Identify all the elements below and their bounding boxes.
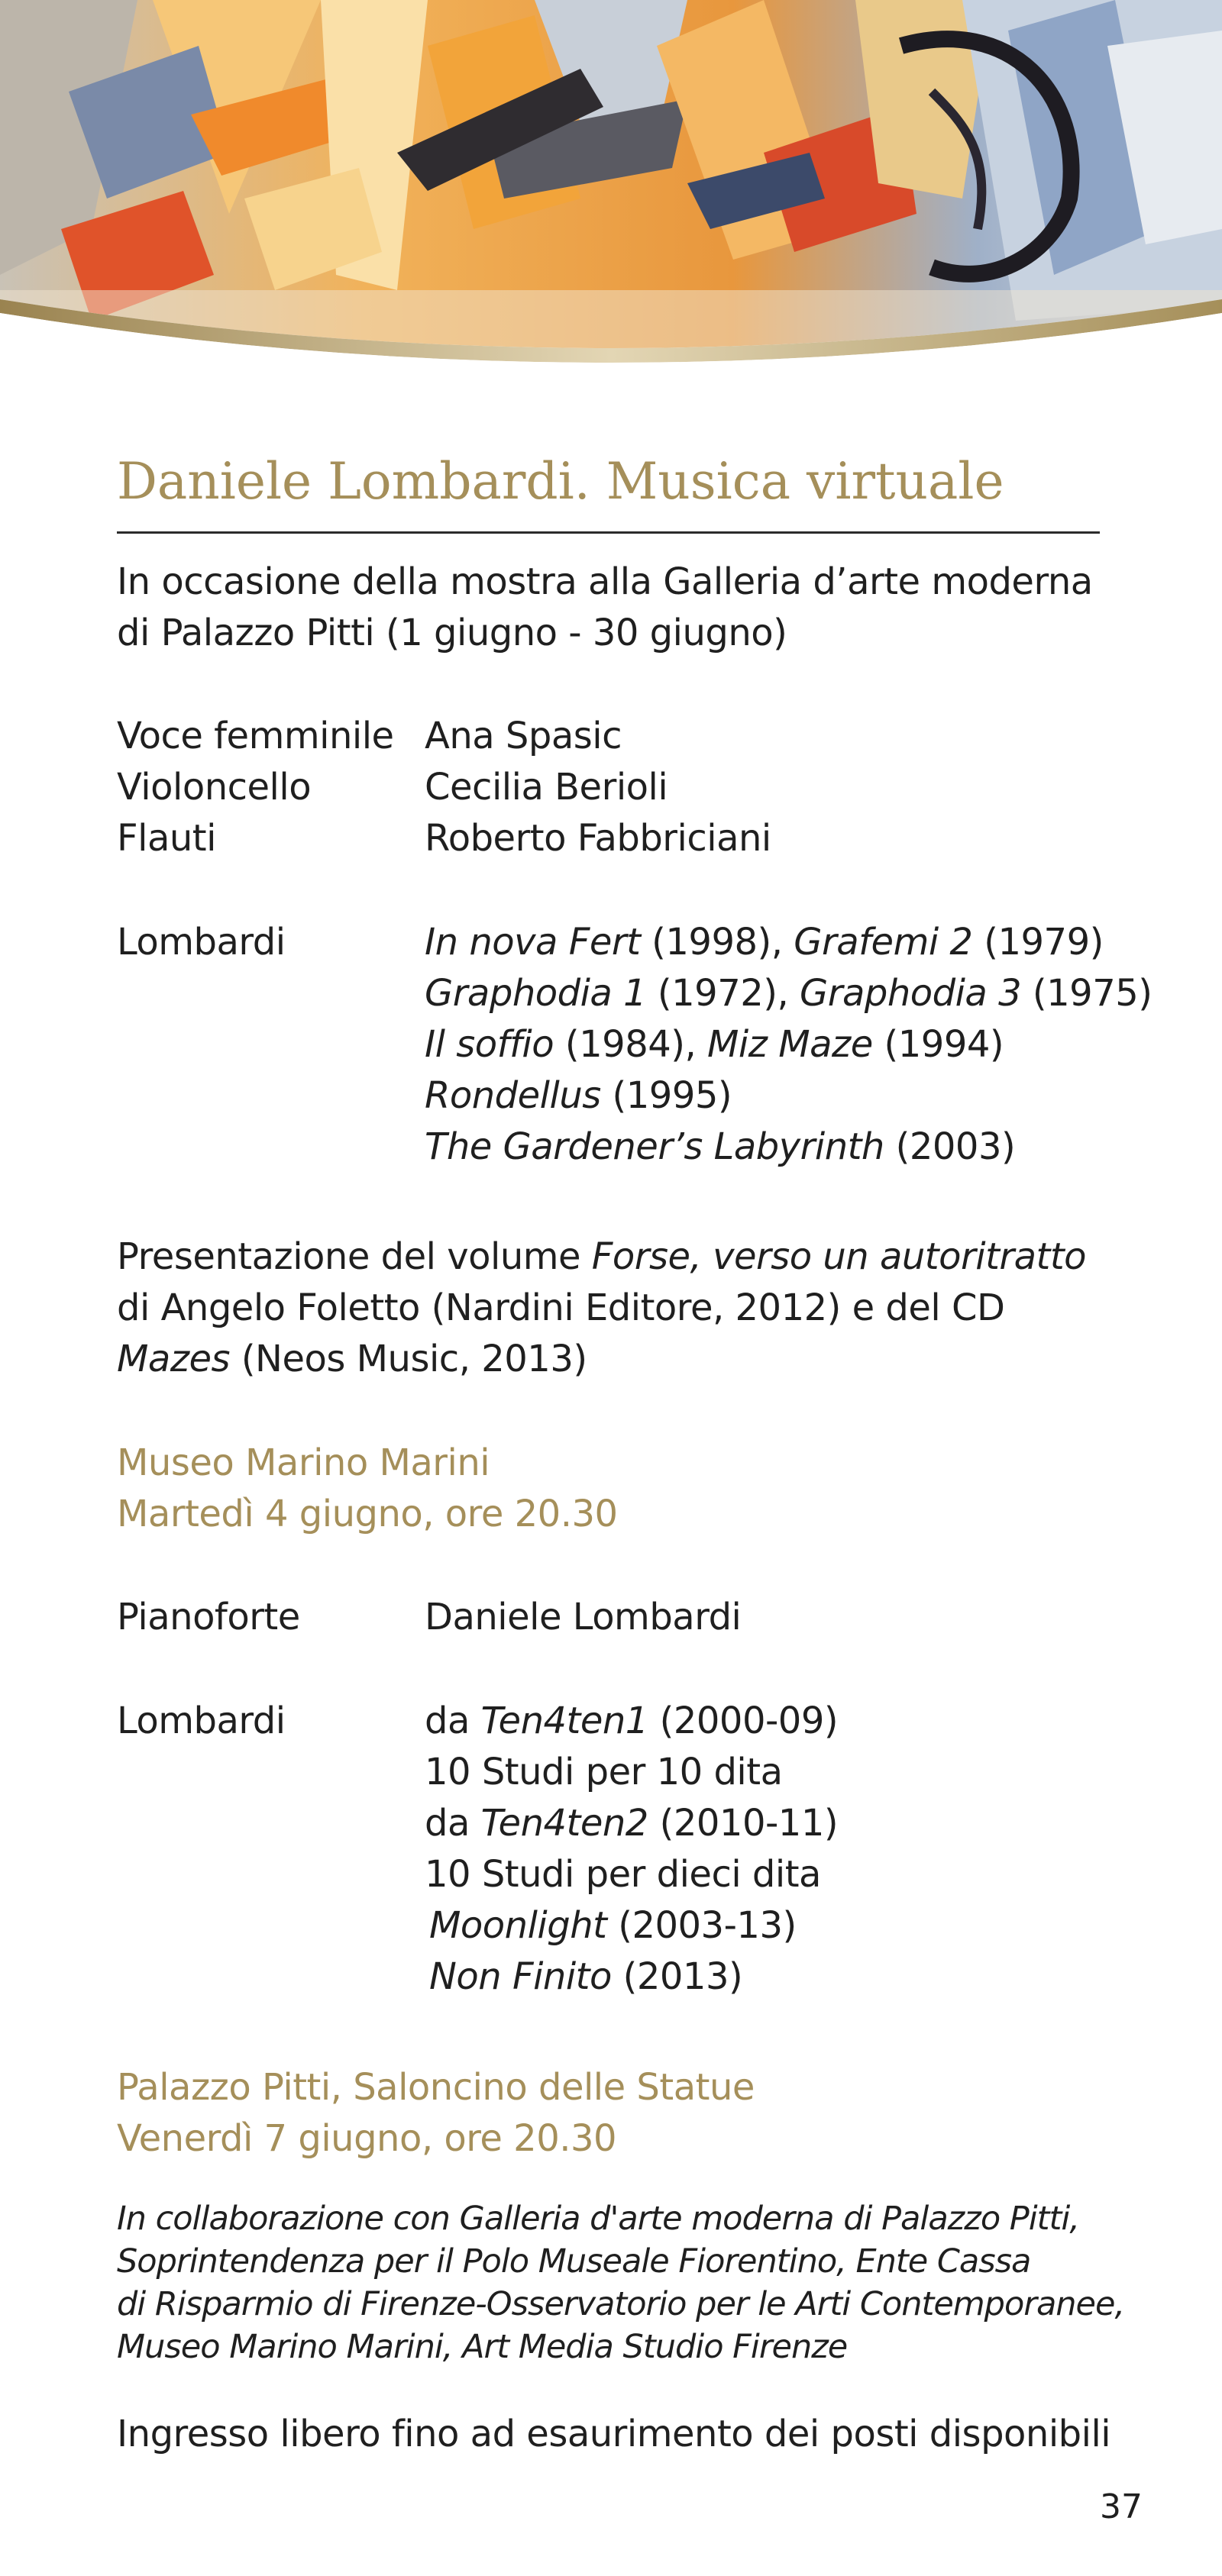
work-item: Rondellus (1995) xyxy=(425,1074,732,1117)
work-item: da Ten4ten2 (2010-11) xyxy=(425,1802,839,1845)
composer-label: Lombardi xyxy=(117,1700,286,1742)
work-item: Non Finito (2013) xyxy=(429,1955,743,1998)
performer-name: Cecilia Berioli xyxy=(425,766,668,809)
work-item: da Ten4ten1 (2000-09) xyxy=(425,1700,839,1742)
date: Venerdì 7 giugno, ore 20.30 xyxy=(117,2117,617,2160)
performer-name: Ana Spasic xyxy=(425,715,622,757)
work-item: 10 Studi per 10 dita xyxy=(425,1751,783,1793)
entry-note: Ingresso libero fino ad esaurimento dei posti disponibili xyxy=(117,2413,1111,2455)
presentation-line: Mazes (Neos Music, 2013) xyxy=(117,1338,587,1380)
work-item: Il soffio (1984), Miz Maze (1994) xyxy=(425,1023,1004,1066)
performer-role: Violoncello xyxy=(117,766,312,809)
title-divider xyxy=(117,531,1100,534)
presentation-line: di Angelo Foletto (Nardini Editore, 2012) e del CD xyxy=(117,1286,1005,1329)
work-item: In nova Fert (1998), Grafemi 2 (1979) xyxy=(425,921,1104,964)
venue: Museo Marino Marini xyxy=(117,1441,490,1484)
intro-line: di Palazzo Pitti (1 giugno - 30 giugno) xyxy=(117,612,787,654)
date: Martedì 4 giugno, ore 20.30 xyxy=(117,1493,618,1535)
event-title: Daniele Lombardi. Musica virtuale xyxy=(117,452,1004,511)
performer-role: Voce femminile xyxy=(117,715,394,757)
performer-name: Roberto Fabbriciani xyxy=(425,817,771,860)
header-painting xyxy=(0,0,1222,397)
performer-role: Flauti xyxy=(117,817,216,860)
intro-line: In occasione della mostra alla Galleria d’arte moderna xyxy=(117,560,1093,603)
work-item: 10 Studi per dieci dita xyxy=(425,1853,821,1896)
collaboration-line: Museo Marino Marini, Art Media Studio Firenze xyxy=(117,2328,848,2366)
venue: Palazzo Pitti, Saloncino delle Statue xyxy=(117,2066,755,2109)
composer-label: Lombardi xyxy=(117,921,286,964)
collaboration-line: di Risparmio di Firenze-Osservatorio per le Arti Contemporanee, xyxy=(117,2285,1125,2323)
performer-role: Pianoforte xyxy=(117,1596,300,1638)
work-item: The Gardener’s Labyrinth (2003) xyxy=(425,1125,1016,1168)
presentation-line: Presentazione del volume Forse, verso un autoritratto xyxy=(117,1235,1087,1278)
collaboration-line: In collaborazione con Galleria d'arte moderna di Palazzo Pitti, xyxy=(117,2200,1080,2238)
performer-name: Daniele Lombardi xyxy=(425,1596,742,1638)
collaboration-line: Soprintendenza per il Polo Museale Fiorentino, Ente Cassa xyxy=(117,2242,1031,2281)
page-number: 37 xyxy=(1100,2487,1143,2526)
work-item: Moonlight (2003-13) xyxy=(429,1904,797,1947)
work-item: Graphodia 1 (1972), Graphodia 3 (1975) xyxy=(425,972,1152,1015)
